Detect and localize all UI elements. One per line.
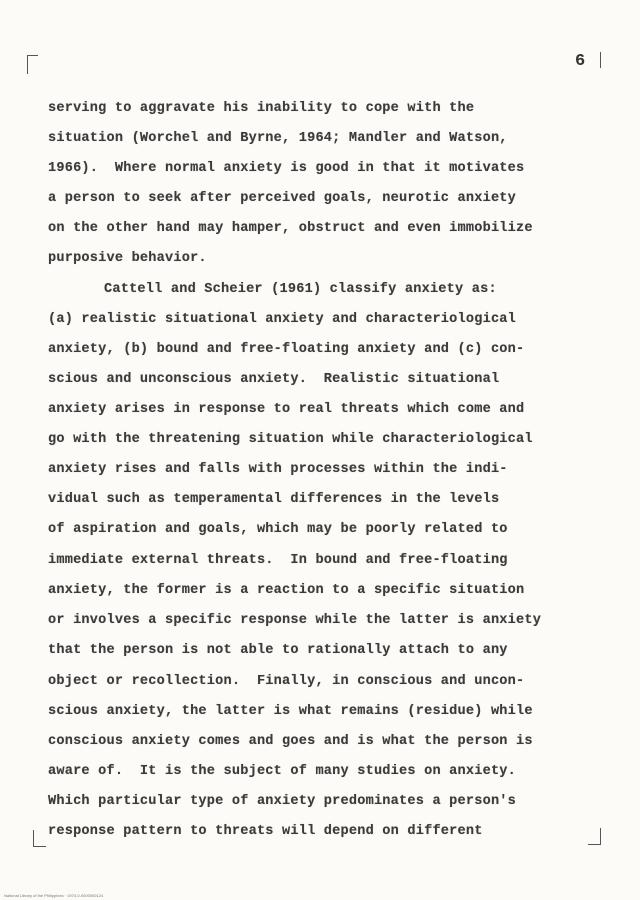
text-line: immediate external threats. In bound and free-floating bbox=[48, 553, 508, 568]
text-line: 1966). Where normal anxiety is good in that it motivates bbox=[48, 161, 525, 176]
crop-mark-bottom-left bbox=[33, 830, 46, 847]
text-line: scious anxiety, the latter is what remains (residue) while bbox=[48, 704, 533, 719]
text-line: Which particular type of anxiety predominates a person's bbox=[48, 794, 517, 809]
text-line: a person to seek after perceived goals, neurotic anxiety bbox=[48, 191, 517, 206]
text-line: anxiety arises in response to real threats which come and bbox=[48, 402, 525, 417]
text-line: anxiety, the former is a reaction to a specific situation bbox=[48, 583, 525, 598]
crop-mark-bottom-right bbox=[588, 828, 601, 845]
text-line: scious and unconscious anxiety. Realistic situational bbox=[48, 372, 500, 387]
text-line: vidual such as temperamental differences in the levels bbox=[48, 492, 500, 507]
text-line: (a) realistic situational anxiety and characteriological bbox=[48, 312, 517, 327]
text-line: response pattern to threats will depend on different bbox=[48, 824, 483, 839]
text-line: Cattell and Scheier (1961) classify anxiety as: bbox=[104, 282, 497, 297]
text-line: go with the threatening situation while characteriological bbox=[48, 432, 533, 447]
text-line: aware of. It is the subject of many studies on anxiety. bbox=[48, 764, 517, 779]
text-line: of aspiration and goals, which may be poorly related to bbox=[48, 522, 508, 537]
text-line: anxiety, (b) bound and free-floating anxiety and (c) con- bbox=[48, 342, 525, 357]
text-line: on the other hand may hamper, obstruct and even immobilize bbox=[48, 221, 533, 236]
text-line: conscious anxiety comes and goes and is what the person is bbox=[48, 734, 533, 749]
archive-footer: National Library of the Philippines · 1970-0-0000000124 bbox=[4, 893, 104, 898]
crop-mark-top-right bbox=[590, 52, 601, 68]
text-line: or involves a specific response while the latter is anxiety bbox=[48, 613, 542, 628]
text-line: anxiety rises and falls with processes within the indi- bbox=[48, 462, 508, 477]
text-line: object or recollection. Finally, in conscious and uncon- bbox=[48, 674, 525, 689]
text-line: situation (Worchel and Byrne, 1964; Mandler and Watson, bbox=[48, 131, 508, 146]
text-line: serving to aggravate his inability to cope with the bbox=[48, 101, 475, 116]
text-line: purposive behavior. bbox=[48, 251, 207, 266]
page-number: 6 bbox=[575, 52, 586, 71]
crop-mark-top-left bbox=[27, 55, 38, 74]
text-line: that the person is not able to rationally attach to any bbox=[48, 643, 508, 658]
